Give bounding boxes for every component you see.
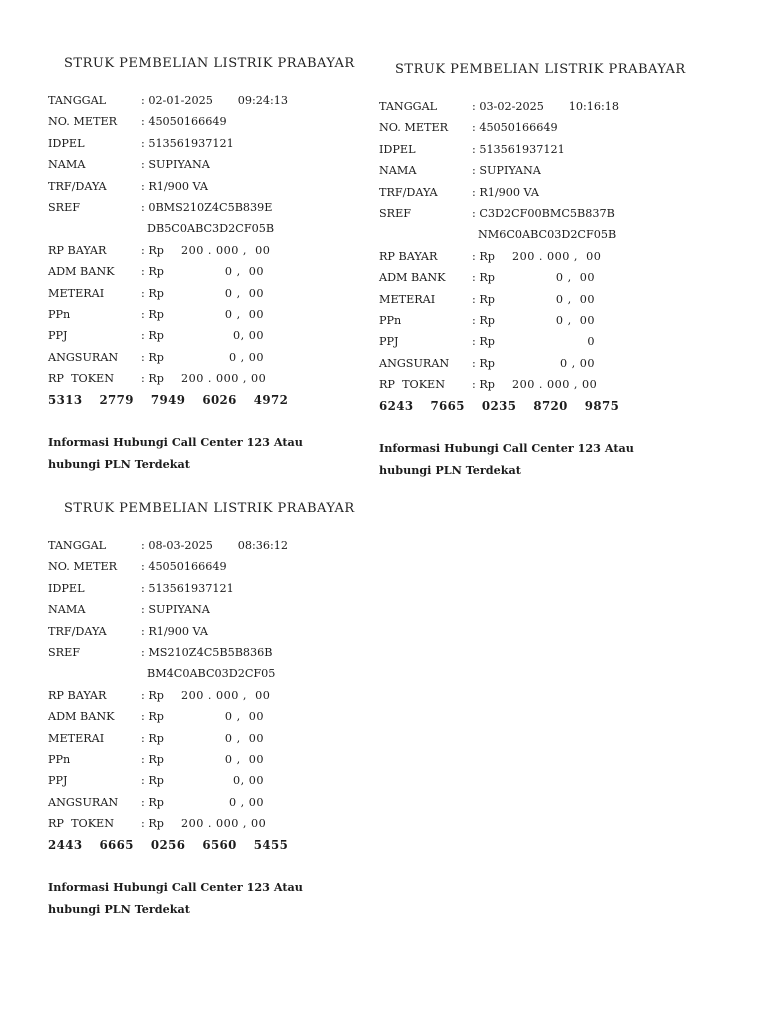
amount-value: 0 , 00 (228, 795, 264, 809)
nama-value: : SUPIYANA (141, 158, 210, 172)
nama-value: : SUPIYANA (141, 603, 210, 617)
amount-row (48, 792, 368, 813)
field-label: NAMA (48, 603, 86, 617)
amount-label: PPJ (48, 774, 68, 788)
amount-label: PPn (379, 313, 402, 327)
amount-value: 200 . 000 , 00 (181, 372, 267, 386)
field-label: IDPEL (48, 581, 85, 595)
amount-value: 0 , 00 (224, 752, 264, 766)
idpel-row (48, 133, 368, 154)
sref-value: : MS210Z4C5B5B836B (141, 645, 273, 659)
sref-continuation (379, 224, 699, 245)
amount-value: 0 , 00 (224, 307, 264, 321)
amount-row (48, 770, 368, 791)
amount-row (48, 240, 368, 261)
rp-prefix: : Rp (141, 243, 164, 257)
rp-prefix: : Rp (472, 292, 495, 306)
amount-label: RP BAYAR (48, 688, 107, 702)
amount-row (48, 283, 368, 304)
amount-label: RP BAYAR (379, 249, 438, 263)
receipt-title: STRUK PEMBELIAN LISTRIK PRABAYAR (64, 501, 355, 516)
meter-value: : 45050166649 (472, 121, 558, 135)
amount-label: METERAI (379, 292, 436, 306)
idpel-value: : 513561937121 (141, 136, 234, 150)
sref-row (48, 197, 368, 218)
field-label: IDPEL (48, 136, 85, 150)
amount-value: 200 . 000 , 00 (512, 249, 602, 263)
amount-label: METERAI (48, 286, 105, 300)
rp-prefix: : Rp (141, 752, 164, 766)
amount-value: 0 , 00 (559, 356, 595, 370)
nama-row (48, 154, 368, 175)
trf-value: : R1/900 VA (141, 179, 208, 193)
rp-prefix: : Rp (472, 356, 495, 370)
amount-value: 0 , 00 (228, 350, 264, 364)
receipt-title: STRUK PEMBELIAN LISTRIK PRABAYAR (395, 62, 686, 77)
sref-value: : C3D2CF00BMC5B837B (472, 206, 615, 220)
rp-prefix: : Rp (472, 313, 495, 327)
idpel-row (48, 578, 368, 599)
rp-prefix: : Rp (141, 795, 164, 809)
rp-prefix: : Rp (472, 249, 495, 263)
amount-row (379, 331, 699, 352)
receipt-1 (48, 56, 368, 475)
amount-label: RP TOKEN (48, 372, 115, 386)
field-label: SREF (48, 645, 81, 659)
amount-row (48, 325, 368, 346)
field-label: NAMA (379, 164, 417, 178)
info-text: Informasi Hubungi Call Center 123 Atau hubungi PLN Terdekat (379, 441, 634, 477)
tanggal-row (379, 96, 699, 117)
rp-prefix: : Rp (141, 307, 164, 321)
amount-value: 0 (587, 335, 595, 349)
idpel-value: : 513561937121 (141, 581, 234, 595)
amount-label: ANGSURAN (48, 350, 119, 364)
receipt-3 (48, 501, 368, 920)
amount-label: RP TOKEN (48, 817, 115, 831)
trf-row (379, 182, 699, 203)
amount-row (48, 728, 368, 749)
amount-row (48, 261, 368, 282)
meter-value: : 45050166649 (141, 560, 227, 574)
amount-value: 0, 00 (233, 329, 264, 343)
amount-value: 0 , 00 (224, 731, 264, 745)
trf-value: : R1/900 VA (472, 185, 539, 199)
amount-label: PPn (48, 752, 71, 766)
amount-label: ADM BANK (48, 710, 115, 724)
field-label: NO. METER (379, 121, 449, 135)
amount-row (48, 749, 368, 770)
field-label: SREF (379, 206, 412, 220)
amount-row (379, 267, 699, 288)
rp-prefix: : Rp (472, 335, 495, 349)
amount-value: 200 . 000 , 00 (181, 243, 271, 257)
receipt-title: STRUK PEMBELIAN LISTRIK PRABAYAR (64, 56, 355, 71)
token-number: 2443 6665 0256 6560 5455 (48, 838, 289, 853)
sref-value-2: DB5C0ABC3D2CF05B (147, 222, 275, 236)
rp-prefix: : Rp (141, 372, 164, 386)
amount-value: 200 . 000 , 00 (512, 378, 598, 392)
rp-prefix: : Rp (141, 350, 164, 364)
rp-prefix: : Rp (141, 774, 164, 788)
trf-row (48, 176, 368, 197)
field-label: TRF/DAYA (379, 185, 438, 199)
field-label: NAMA (48, 158, 86, 172)
nama-row (48, 599, 368, 620)
amount-label: PPJ (48, 329, 68, 343)
amount-value: 200 . 000 , 00 (181, 688, 271, 702)
field-label: IDPEL (379, 142, 416, 156)
amount-label: RP BAYAR (48, 243, 107, 257)
amount-row (48, 368, 368, 389)
rp-prefix: : Rp (141, 731, 164, 745)
field-label: NO. METER (48, 115, 118, 129)
amount-value: 0 , 00 (555, 292, 595, 306)
amount-row (379, 353, 699, 374)
field-label: TRF/DAYA (48, 179, 107, 193)
receipt-2 (379, 62, 699, 481)
amount-label: ADM BANK (48, 265, 115, 279)
nama-value: : SUPIYANA (472, 164, 541, 178)
sref-continuation (48, 218, 368, 239)
sref-value: : 0BMS210Z4C5B839E (141, 200, 273, 214)
info-text: Informasi Hubungi Call Center 123 Atau hubungi PLN Terdekat (48, 435, 303, 471)
rp-prefix: : Rp (141, 688, 164, 702)
amount-row (48, 813, 368, 834)
amount-label: PPJ (379, 335, 399, 349)
rp-prefix: : Rp (141, 286, 164, 300)
rp-prefix: : Rp (141, 265, 164, 279)
info-text: Informasi Hubungi Call Center 123 Atau hubungi PLN Terdekat (48, 880, 303, 916)
field-label: TANGGAL (48, 94, 107, 107)
idpel-row (379, 139, 699, 160)
tanggal-row (48, 90, 368, 111)
amount-row (379, 246, 699, 267)
amount-row (48, 304, 368, 325)
amount-row (48, 685, 368, 706)
amount-row (379, 310, 699, 331)
tanggal-value: : 02-01-2025 09:24:13 (141, 94, 288, 107)
amount-label: METERAI (48, 731, 105, 745)
amount-label: RP TOKEN (379, 378, 446, 392)
rp-prefix: : Rp (141, 329, 164, 343)
meter-row (379, 117, 699, 138)
amount-value: 0 , 00 (224, 265, 264, 279)
amount-row (48, 347, 368, 368)
token-number: 6243 7665 0235 8720 9875 (379, 399, 620, 414)
token-number: 5313 2779 7949 6026 4972 (48, 393, 289, 408)
rp-prefix: : Rp (141, 710, 164, 724)
amount-row (379, 374, 699, 395)
amount-value: 200 . 000 , 00 (181, 817, 267, 831)
amount-row (379, 289, 699, 310)
tanggal-value: : 03-02-2025 10:16:18 (472, 100, 619, 113)
amount-label: ANGSURAN (48, 795, 119, 809)
nama-row (379, 160, 699, 181)
amount-value: 0 , 00 (555, 271, 595, 285)
field-label: SREF (48, 200, 81, 214)
meter-value: : 45050166649 (141, 115, 227, 129)
amount-value: 0 , 00 (224, 286, 264, 300)
tanggal-value: : 08-03-2025 08:36:12 (141, 539, 288, 552)
amount-value: 0 , 00 (224, 710, 264, 724)
amount-label: PPn (48, 307, 71, 321)
trf-row (48, 621, 368, 642)
idpel-value: : 513561937121 (472, 142, 565, 156)
field-label: NO. METER (48, 560, 118, 574)
rp-prefix: : Rp (472, 271, 495, 285)
meter-row (48, 111, 368, 132)
amount-label: ANGSURAN (379, 356, 450, 370)
sref-row (379, 203, 699, 224)
field-label: TANGGAL (379, 100, 438, 113)
field-label: TRF/DAYA (48, 624, 107, 638)
meter-row (48, 556, 368, 577)
amount-label: ADM BANK (379, 271, 446, 285)
sref-value-2: BM4C0ABC03D2CF05 (147, 667, 276, 681)
trf-value: : R1/900 VA (141, 624, 208, 638)
amount-row (48, 706, 368, 727)
field-label: TANGGAL (48, 539, 107, 552)
amount-value: 0, 00 (233, 774, 264, 788)
tanggal-row (48, 535, 368, 556)
sref-row (48, 642, 368, 663)
sref-continuation (48, 663, 368, 684)
rp-prefix: : Rp (141, 817, 164, 831)
sref-value-2: NM6C0ABC03D2CF05B (478, 228, 617, 242)
rp-prefix: : Rp (472, 378, 495, 392)
amount-value: 0 , 00 (555, 313, 595, 327)
